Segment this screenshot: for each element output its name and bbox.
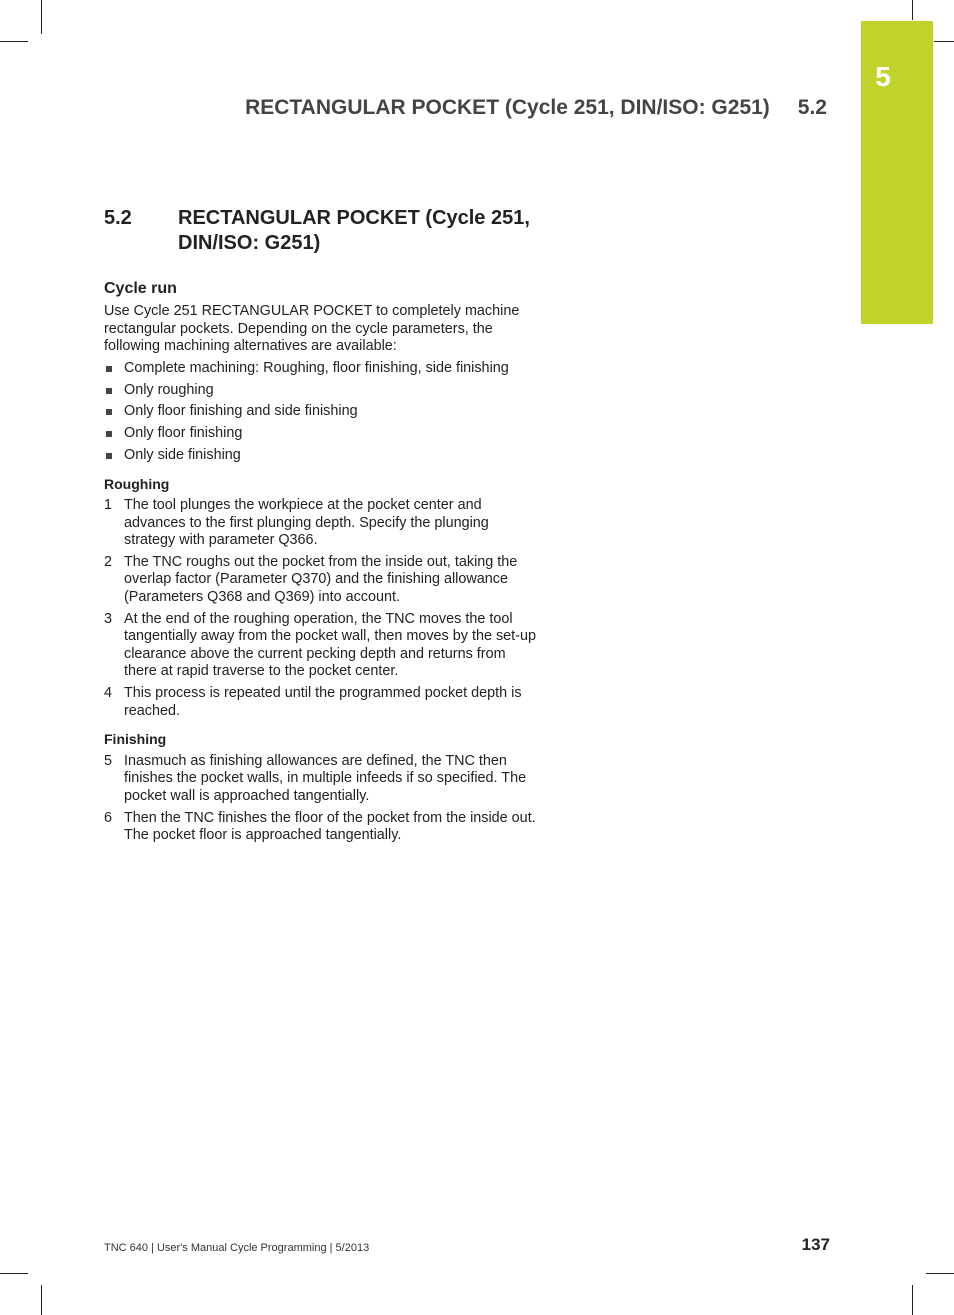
- section-number: 5.2: [104, 207, 132, 229]
- step-item: [104, 685, 540, 720]
- list-item-text: Only side finishing: [124, 446, 241, 463]
- roughing-heading: Roughing: [104, 475, 170, 492]
- cycle-run-intro: Use Cycle 251 RECTANGULAR POCKET to completely machine rectangular pockets. Depending on the cycle parameters, the following machining alternatives are available:: [104, 303, 520, 355]
- step-number: 2: [104, 553, 113, 570]
- crop-mark: [912, 0, 913, 20]
- crop-mark: [934, 41, 954, 42]
- list-item: [104, 447, 540, 465]
- step-item: [104, 554, 540, 607]
- step-text: The tool plunges the workpiece at the pocket center and advances to the first plunging depth. Specify the plunging strategy with parameter Q366.: [124, 497, 489, 549]
- roughing-steps: [104, 497, 540, 720]
- finishing-steps: [104, 753, 540, 845]
- cycle-run-heading: Cycle run: [104, 280, 177, 297]
- chapter-tab: [861, 21, 933, 324]
- crop-mark: [41, 1285, 42, 1315]
- list-item-text: Only floor finishing and side finishing: [124, 403, 358, 420]
- step-text: The TNC roughs out the pocket from the inside out, taking the overlap factor (Parameter Q370) and the finishing allowance (Parameters Q368 and Q369) into account.: [124, 553, 518, 606]
- step-item: [104, 810, 540, 845]
- bullet-square-icon: [106, 453, 112, 459]
- bullet-square-icon: [106, 366, 112, 372]
- list-item: [104, 360, 540, 378]
- main-content: [104, 206, 540, 849]
- running-header-title: RECTANGULAR POCKET (Cycle 251, DIN/ISO: G251): [245, 96, 770, 119]
- list-item: [104, 425, 540, 443]
- running-header-section: 5.2: [797, 96, 827, 119]
- bullet-square-icon: [106, 388, 112, 394]
- crop-mark: [912, 1285, 913, 1315]
- bullet-square-icon: [106, 409, 112, 415]
- list-item-text: Only floor finishing: [124, 425, 243, 442]
- footer-text: TNC 640 | User's Manual Cycle Programming | 5/2013: [104, 1242, 370, 1254]
- bullet-square-icon: [106, 431, 112, 437]
- step-text: This process is repeated until the programmed pocket depth is reached.: [124, 685, 522, 719]
- list-item: [104, 382, 540, 400]
- section-title-text: RECTANGULAR POCKET (Cycle 251, DIN/ISO: G251): [178, 207, 530, 254]
- step-item: [104, 753, 540, 806]
- step-number: 3: [104, 610, 113, 627]
- step-text: Inasmuch as finishing allowances are defined, the TNC then finishes the pocket walls, in multiple infeeds if so specified. The pocket wall is approached tangentially.: [124, 752, 527, 804]
- list-item-text: Complete machining: Roughing, floor finishing, side finishing: [124, 359, 509, 376]
- step-number: 6: [104, 809, 113, 826]
- crop-mark: [41, 0, 42, 34]
- page-number: 137: [801, 1235, 830, 1254]
- list-item: [104, 403, 540, 421]
- chapter-number: 5: [875, 61, 891, 92]
- section-title: [104, 206, 540, 256]
- crop-mark: [0, 41, 28, 42]
- running-header: [200, 96, 827, 120]
- step-text: At the end of the roughing operation, the TNC moves the tool tangentially away from the pocket wall, then moves by the set-up clearance above the current pecking depth and returns from there at rapid traverse to the pocket center.: [124, 610, 536, 680]
- alternatives-list: [104, 360, 540, 465]
- step-item: [104, 497, 540, 550]
- step-text: Then the TNC finishes the floor of the pocket from the inside out. The pocket floor is approached tangentially.: [124, 809, 536, 844]
- step-item: [104, 611, 540, 681]
- list-item-text: Only roughing: [124, 381, 214, 398]
- step-number: 4: [104, 685, 113, 702]
- crop-mark: [0, 1273, 28, 1274]
- finishing-heading: Finishing: [104, 731, 167, 748]
- crop-mark: [926, 1273, 954, 1274]
- step-number: 1: [104, 497, 113, 514]
- step-number: 5: [104, 752, 113, 769]
